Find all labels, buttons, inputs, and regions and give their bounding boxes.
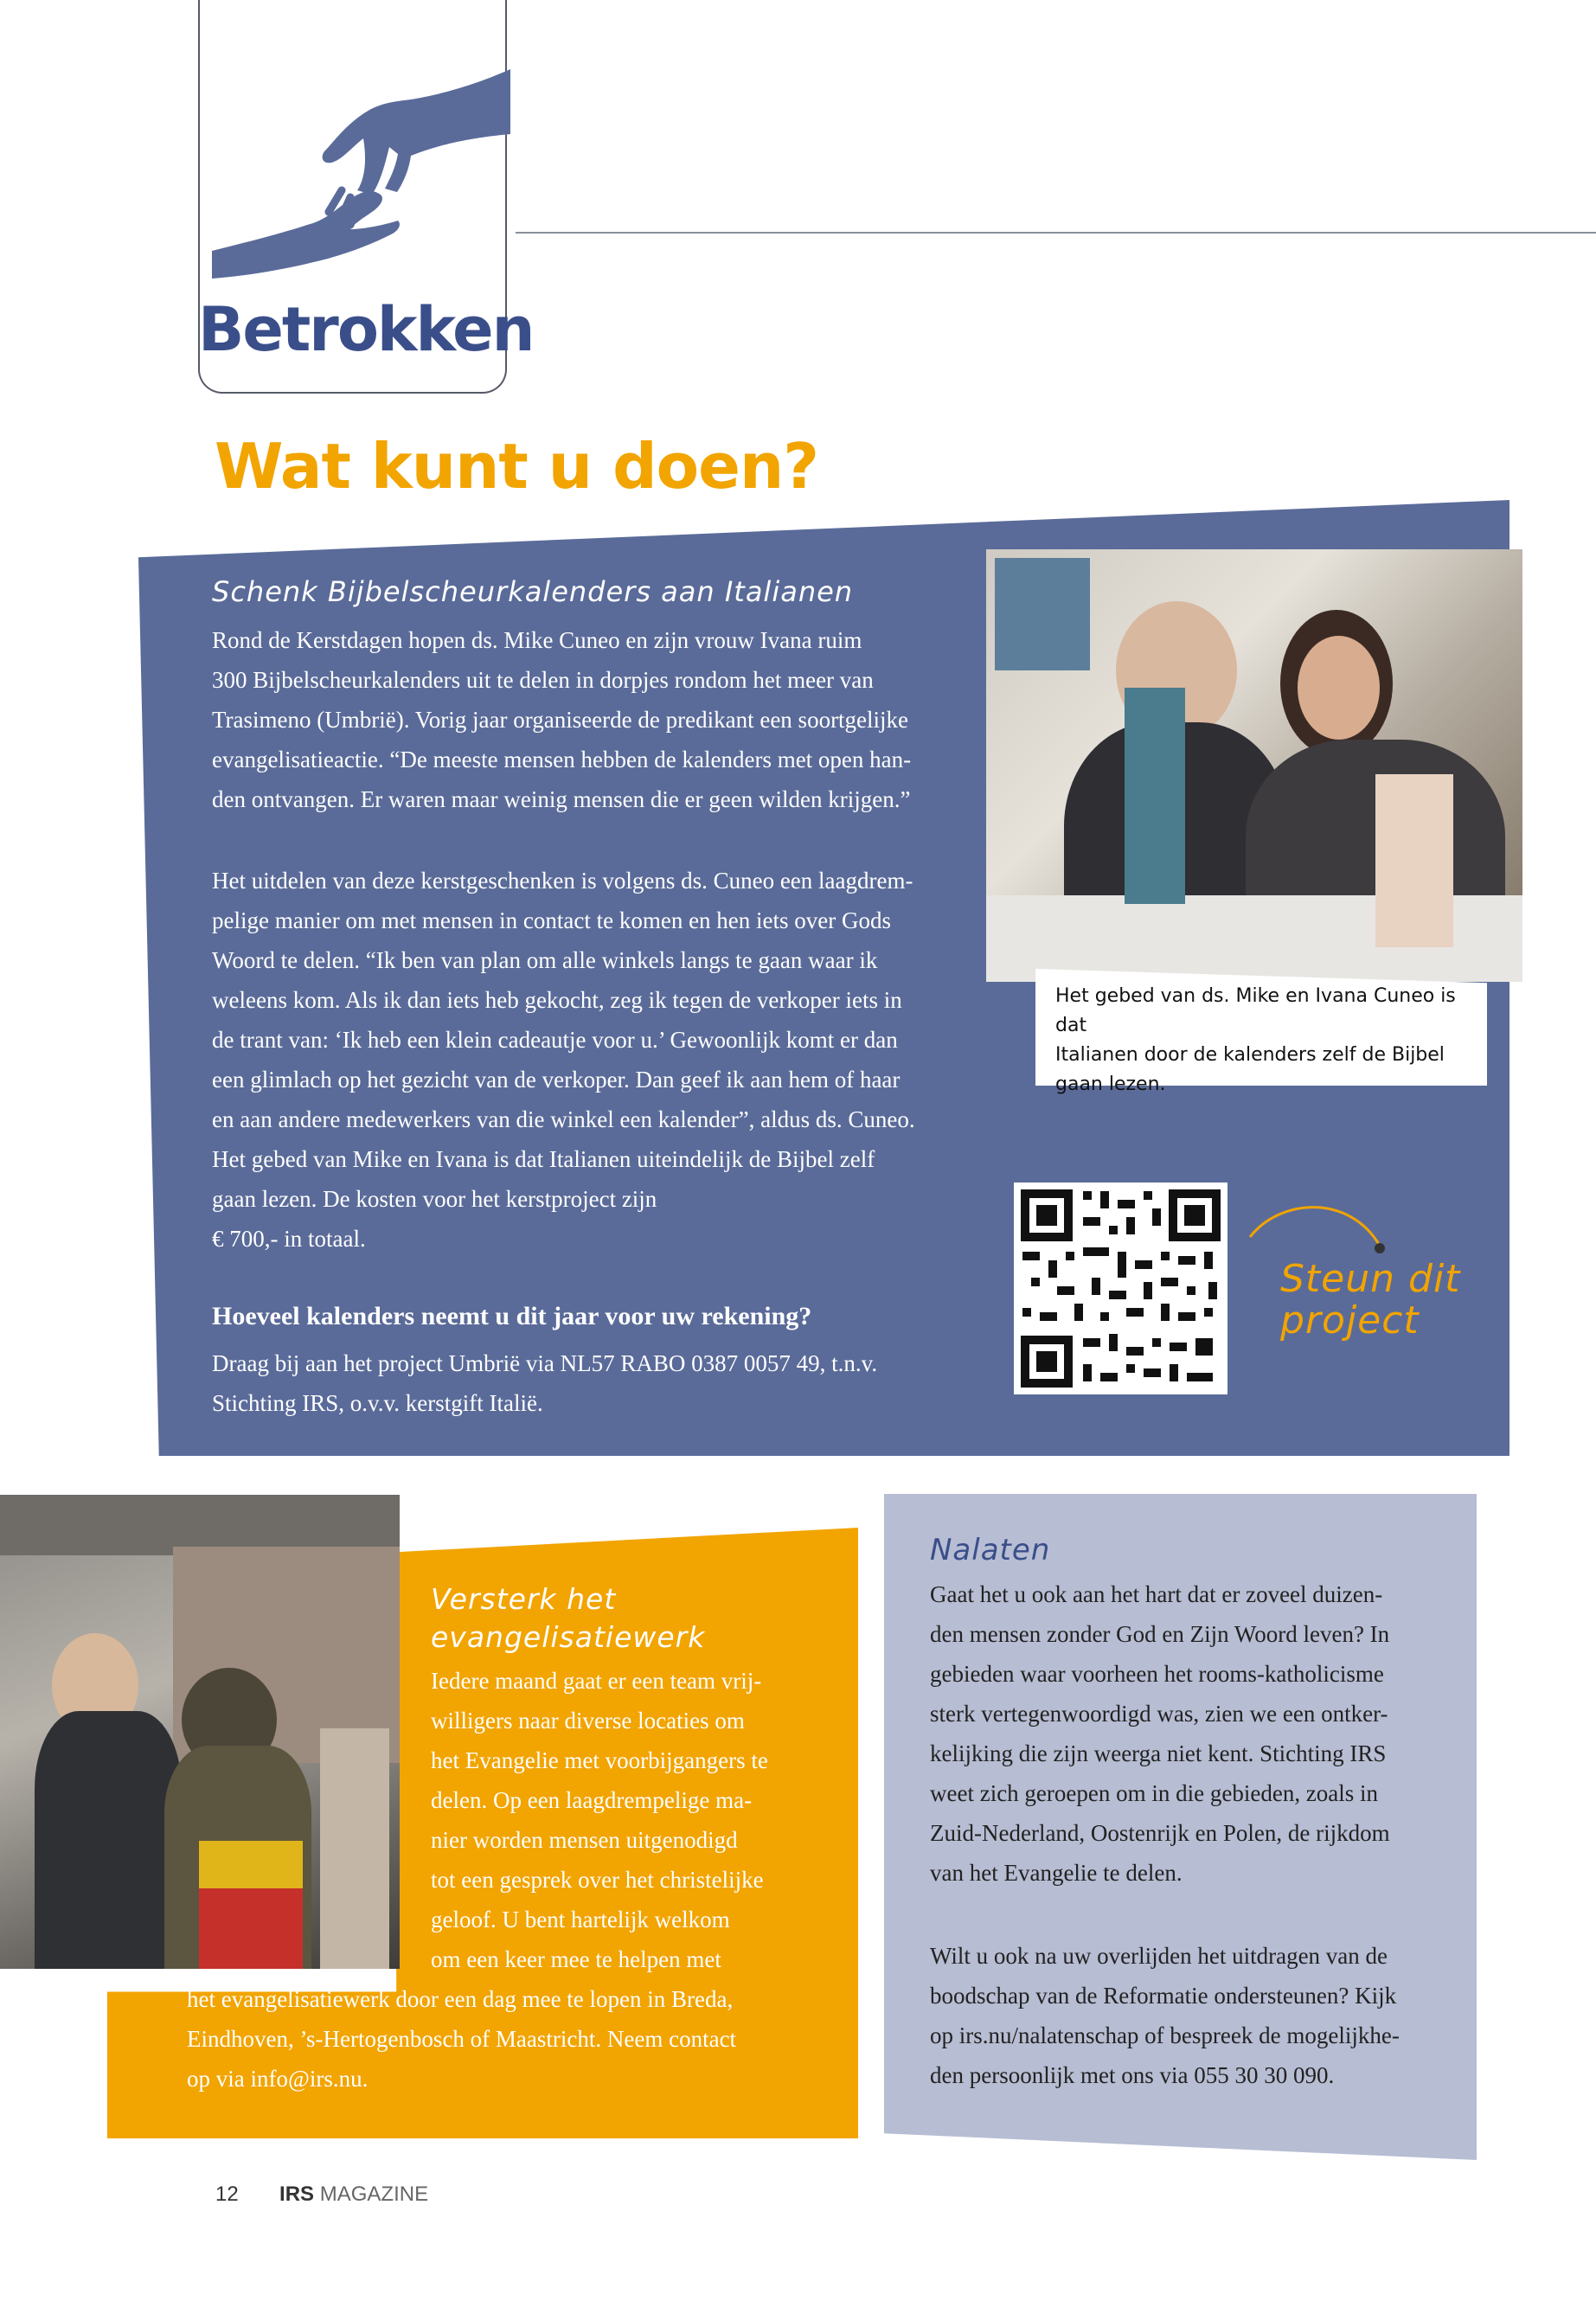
calendars-heading: Schenk Bijbelscheurkalenders aan Italianen [212,575,854,608]
evangelisation-paragraph-wide: het evangelisatiewerk door een dag mee te lopen in Breda, Eindhoven, ’s-Hertogenbosch of Maastricht. Neem contact op via info@irs.nu. [187,1986,737,2092]
footer-magazine: MAGAZINE [319,2182,429,2206]
evangelisation-heading: Versterk het evangelisatiewerk [431,1582,706,1654]
header-rule [516,232,1596,234]
page-title: Wat kunt u doen? [215,430,818,503]
cuneo-photo [986,549,1522,982]
section-label: Betrokken [198,294,534,365]
photo-caption: Het gebed van ds. Mike en Ivana Cuneo is dat Italianen door de kalenders zelf de Bijbel gaan lezen. [1055,985,1456,1095]
page-footer [215,2182,428,2207]
footer-brand: IRS [279,2182,315,2206]
giving-hands-icon [212,52,510,285]
qr-code[interactable] [1014,1183,1227,1394]
bequest-paragraph-2: Wilt u ook na uw overlijden het uitdragen van de boodschap van de Reformatie ondersteunen? Kijk op irs.nu/nalatenschap of bespreek de mogelijkhe- den persoonlijk met ons via 055 30 30 090. [930,1943,1400,2088]
evangelisation-paragraph: Iedere maand gaat er een team vrij- willigers naar diverse locaties om het Evangelie met voorbijgangers te delen. Op een laagdrempelige ma- nier worden mensen uitgenodigd tot een gesprek over het christelijke geloof. U bent hartelijk welkom om een keer mee te helpen met [431,1668,768,1972]
bequest-heading: Nalaten [930,1533,1051,1567]
evangelisation-photo [0,1495,400,1969]
arrow-icon [1246,1198,1393,1259]
calendars-donation-info: Draag bij aan het project Umbrië via NL57 RABO 0387 0057 49, t.n.v. Stichting IRS, o.v.v. kerstgift Italië. [212,1350,878,1416]
calendars-paragraph-1: Rond de Kerstdagen hopen ds. Mike Cuneo en zijn vrouw Ivana ruim 300 Bijbelscheurkalenders uit te delen in dorpjes rondom het meer van Trasimeno (Umbrië). Vorig jaar organiseerde de predikant een soortgelijke evangelisatieactie. “De meeste mensen hebben de kalenders met open han- den ontvangen. Er waren maar weinig mensen die er geen wilden krijgen.” [212,627,912,812]
page-number: 12 [215,2182,239,2206]
support-project-cta[interactable]: Steun dit project [1280,1257,1461,1343]
calendars-paragraph-2: Het uitdelen van deze kerstgeschenken is volgens ds. Cuneo een laagdrem- pelige manier om met mensen in contact te komen en hen iets over Gods Woord te delen. “Ik ben van plan om alle winkels langs te gaan waar ik weleens kom. Als ik dan iets heb gekocht, zeg ik tegen de verkoper iets in de trant van: ‘Ik heb een klein cadeautje voor u.’ Gewoonlijk komt er dan een glimlach op het gezicht van de verkoper. Dan geef ik aan hem of haar en aan andere medewerkers van die winkel een kalender”, aldus ds. Cuneo. Het gebed van Mike en Ivana is dat Italianen uiteindelijk de Bijbel zelf gaan lezen. De kosten voor het kerstproject zijn € 700,- in totaal. [212,868,915,1252]
bequest-paragraph-1: Gaat het u ook aan het hart dat er zoveel duizen- den mensen zonder God en Zijn Woord leven? In gebieden waar voorheen het rooms-katholicisme sterk vertegenwoordigd was, zien we een ontker- kelijking die zijn weerga niet kent. Stichting IRS weet zich geroepen om in die gebieden, zoals in Zuid-Nederland, Oostenrijk en Polen, de rijkdom van het Evangelie te delen. [930,1581,1390,1886]
calendars-question: Hoeveel kalenders neemt u dit jaar voor uw rekening? [212,1302,812,1330]
qr-code-icon [1014,1183,1227,1394]
